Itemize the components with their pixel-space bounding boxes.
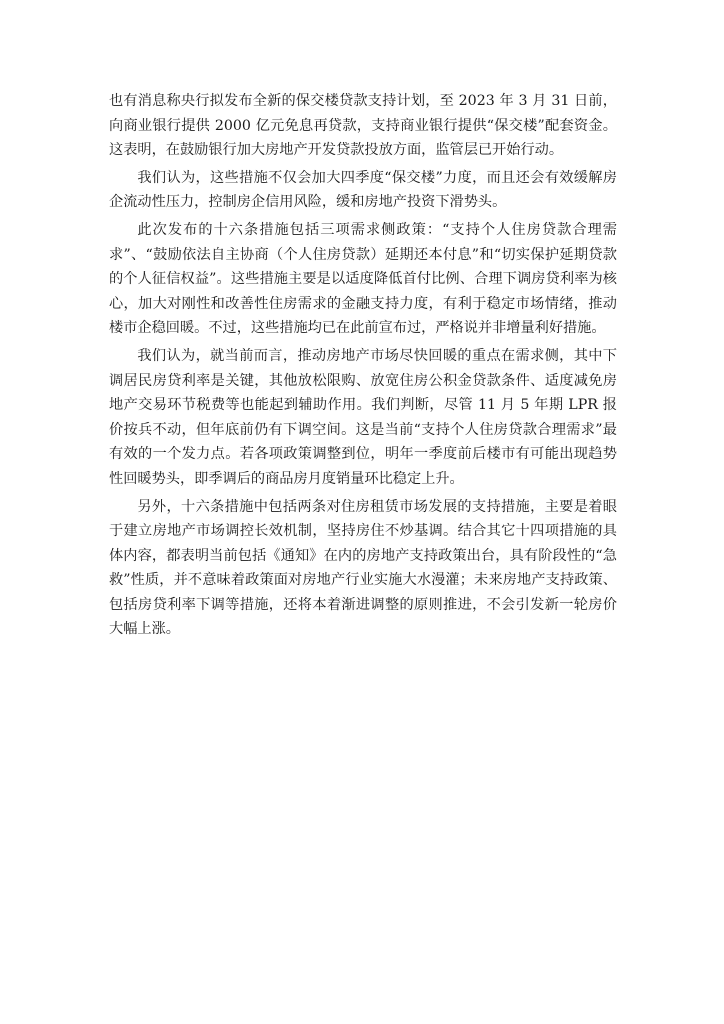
paragraph-2: 我们认为，这些措施不仅会加大四季度“保交楼”力度，而且还会有效缓解房企流动性压力，控制房企信用风险，缓和房地产投资下滑势头。 (109, 169, 617, 211)
paragraph-4: 我们认为，就当前而言，推动房地产市场尽快回暖的重点在需求侧，其中下调居民房贷利率是关键，其他放松限购、放宽住房公积金贷款条件、适度减免房地产交易环节税费等也能起到辅助作用。我们判断，尽管 11 月 5 年期 LPR 报价按兵不动，但年底前仍有下调空间。这是当前“支持个人住房贷款合理需求”最有效的一个发力点。若各项政策调整到位，明年一季度前后楼市有可能出现趋势性回暖势头，即季调后的商品房月度销量环比稳定上升。 (109, 347, 617, 487)
paragraph-5: 另外，十六条措施中包括两条对住房租赁市场发展的支持措施，主要是着眼于建立房地产市场调控长效机制，坚持房住不炒基调。结合其它十四项措施的具体内容，都表明当前包括《通知》在内的房地产支持政策出台，具有阶段性的“急救”性质，并不意味着政策面对房地产行业实施大水漫灌；未来房地产支持政策、包括房贷利率下调等措施，还将本着渐进调整的原则推进，不会引发新一轮房价大幅上涨。 (109, 498, 617, 638)
paragraph-1: 也有消息称央行拟发布全新的保交楼贷款支持计划，至 2023 年 3 月 31 日前，向商业银行提供 2000 亿元免息再贷款，支持商业银行提供“保交楼”配套资金。这表明，在鼓励银行加大房地产开发贷款投放方面，监管层已开始行动。 (109, 93, 617, 159)
document-body (109, 89, 617, 642)
paragraph-3: 此次发布的十六条措施包括三项需求侧政策：“支持个人住房贷款合理需求”、“鼓励依法自主协商（个人住房贷款）延期还本付息”和“切实保护延期贷款的个人征信权益”。这些措施主要是以适度降低首付比例、合理下调房贷利率为核心，加大对刚性和改善性住房需求的金融支持力度，有利于稳定市场情绪，推动楼市企稳回暖。不过，这些措施均已在此前宣布过，严格说并非增量利好措施。 (109, 221, 617, 337)
